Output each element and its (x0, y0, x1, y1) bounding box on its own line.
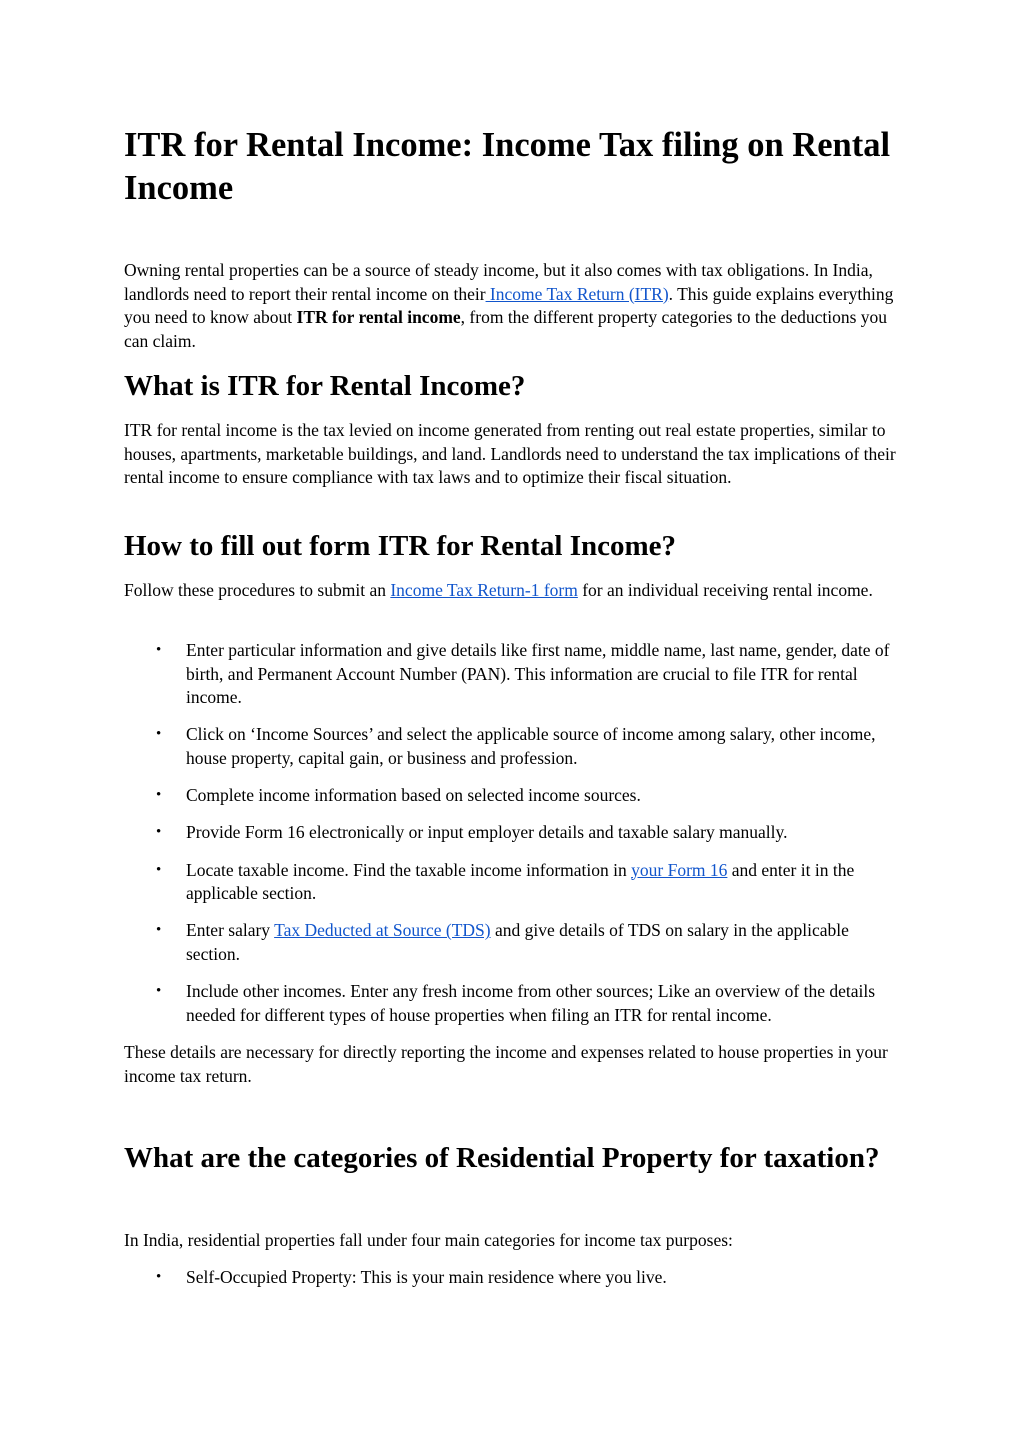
bullet-icon: • (156, 824, 162, 841)
list-item (124, 1266, 896, 1290)
itr-link[interactable]: Income Tax Return (ITR) (485, 283, 669, 304)
bullet-icon: • (156, 1269, 162, 1285)
list-item-text-a: Locate taxable income. Find the taxable income information in (186, 859, 632, 880)
intro-text-b: . This guide explains everything you need to know about (124, 283, 894, 328)
list-item (124, 980, 896, 1027)
list-item-text-b: and give details of TDS on salary in the applicable section. (186, 920, 849, 964)
itr1-form-link[interactable]: Income Tax Return-1 form (390, 580, 578, 600)
section1-body: ITR for rental income is the tax levied on income generated from renting out real estate properties, similar to houses, apartments, marketable buildings, and land. Landlords need to understand the tax implications of their rental income to ensure compliance with tax laws and to optimize their fiscal situation. (124, 420, 896, 488)
list-item-text: Complete income information based on selected income sources. (186, 785, 641, 806)
section2-heading: How to fill out form ITR for Rental Income? (124, 530, 677, 562)
section3-heading: What are the categories of Residential Property for taxation? (124, 1142, 880, 1174)
list-item (124, 859, 896, 906)
bullet-icon: • (156, 983, 162, 1000)
section3-bullet-list (124, 1266, 896, 1303)
list-item-text: Self-Occupied Property: This is your main residence where you live. (186, 1267, 667, 1287)
section1-heading: What is ITR for Rental Income? (124, 370, 526, 402)
list-item (124, 723, 896, 770)
list-item-text-b: and enter it in the applicable section. (186, 859, 855, 904)
section2-intro (124, 579, 896, 603)
bullet-icon: • (156, 787, 162, 804)
section2-bullet-list (124, 639, 896, 1041)
list-item (124, 919, 896, 966)
list-item-text: Include other incomes. Enter any fresh income from other sources; Like an overview of the details needed for different types of house properties when filing an ITR for rental income. (186, 981, 876, 1025)
list-item-text: Enter particular information and give details like first name, middle name, last name, gender, date of birth, and Permanent Account Number (PAN). This information are crucial to file ITR for rental income. (186, 640, 890, 708)
page-title: ITR for Rental Income: Income Tax filing on Rental Income (124, 126, 891, 207)
section2-outro: These details are necessary for directly reporting the income and expenses related to house properties in your income tax return. (124, 1042, 888, 1086)
bullet-icon: • (156, 922, 162, 939)
bullet-icon: • (156, 861, 162, 878)
intro-text-c: , from the different property categories to the deductions you can claim. (124, 307, 888, 351)
intro-paragraph (124, 259, 896, 353)
bullet-icon: • (156, 726, 162, 743)
list-item (124, 639, 896, 710)
list-item (124, 784, 896, 808)
list-item-text-a: Enter salary (186, 920, 275, 941)
section3-intro: In India, residential properties fall under four main categories for income tax purposes: (124, 1230, 733, 1250)
list-item (124, 821, 896, 845)
section2-intro-text-b: for an individual receiving rental income. (577, 580, 873, 600)
section2-intro-text-a: Follow these procedures to submit an (124, 580, 391, 600)
list-item-text: Provide Form 16 electronically or input employer details and taxable salary manually. (186, 822, 788, 843)
bullet-icon: • (156, 642, 162, 658)
form16-link[interactable]: your Form 16 (631, 859, 728, 880)
tds-link[interactable]: Tax Deducted at Source (TDS) (274, 920, 491, 941)
intro-text-a: Owning rental properties can be a source of steady income, but it also comes with tax obligations. In India, landlords need to report their rental income on their (124, 260, 873, 304)
list-item-text: Click on ‘Income Sources’ and select the applicable source of income among salary, other income, house property, capital gain, or business and profession. (186, 724, 876, 768)
intro-bold: ITR for rental income (296, 307, 461, 328)
